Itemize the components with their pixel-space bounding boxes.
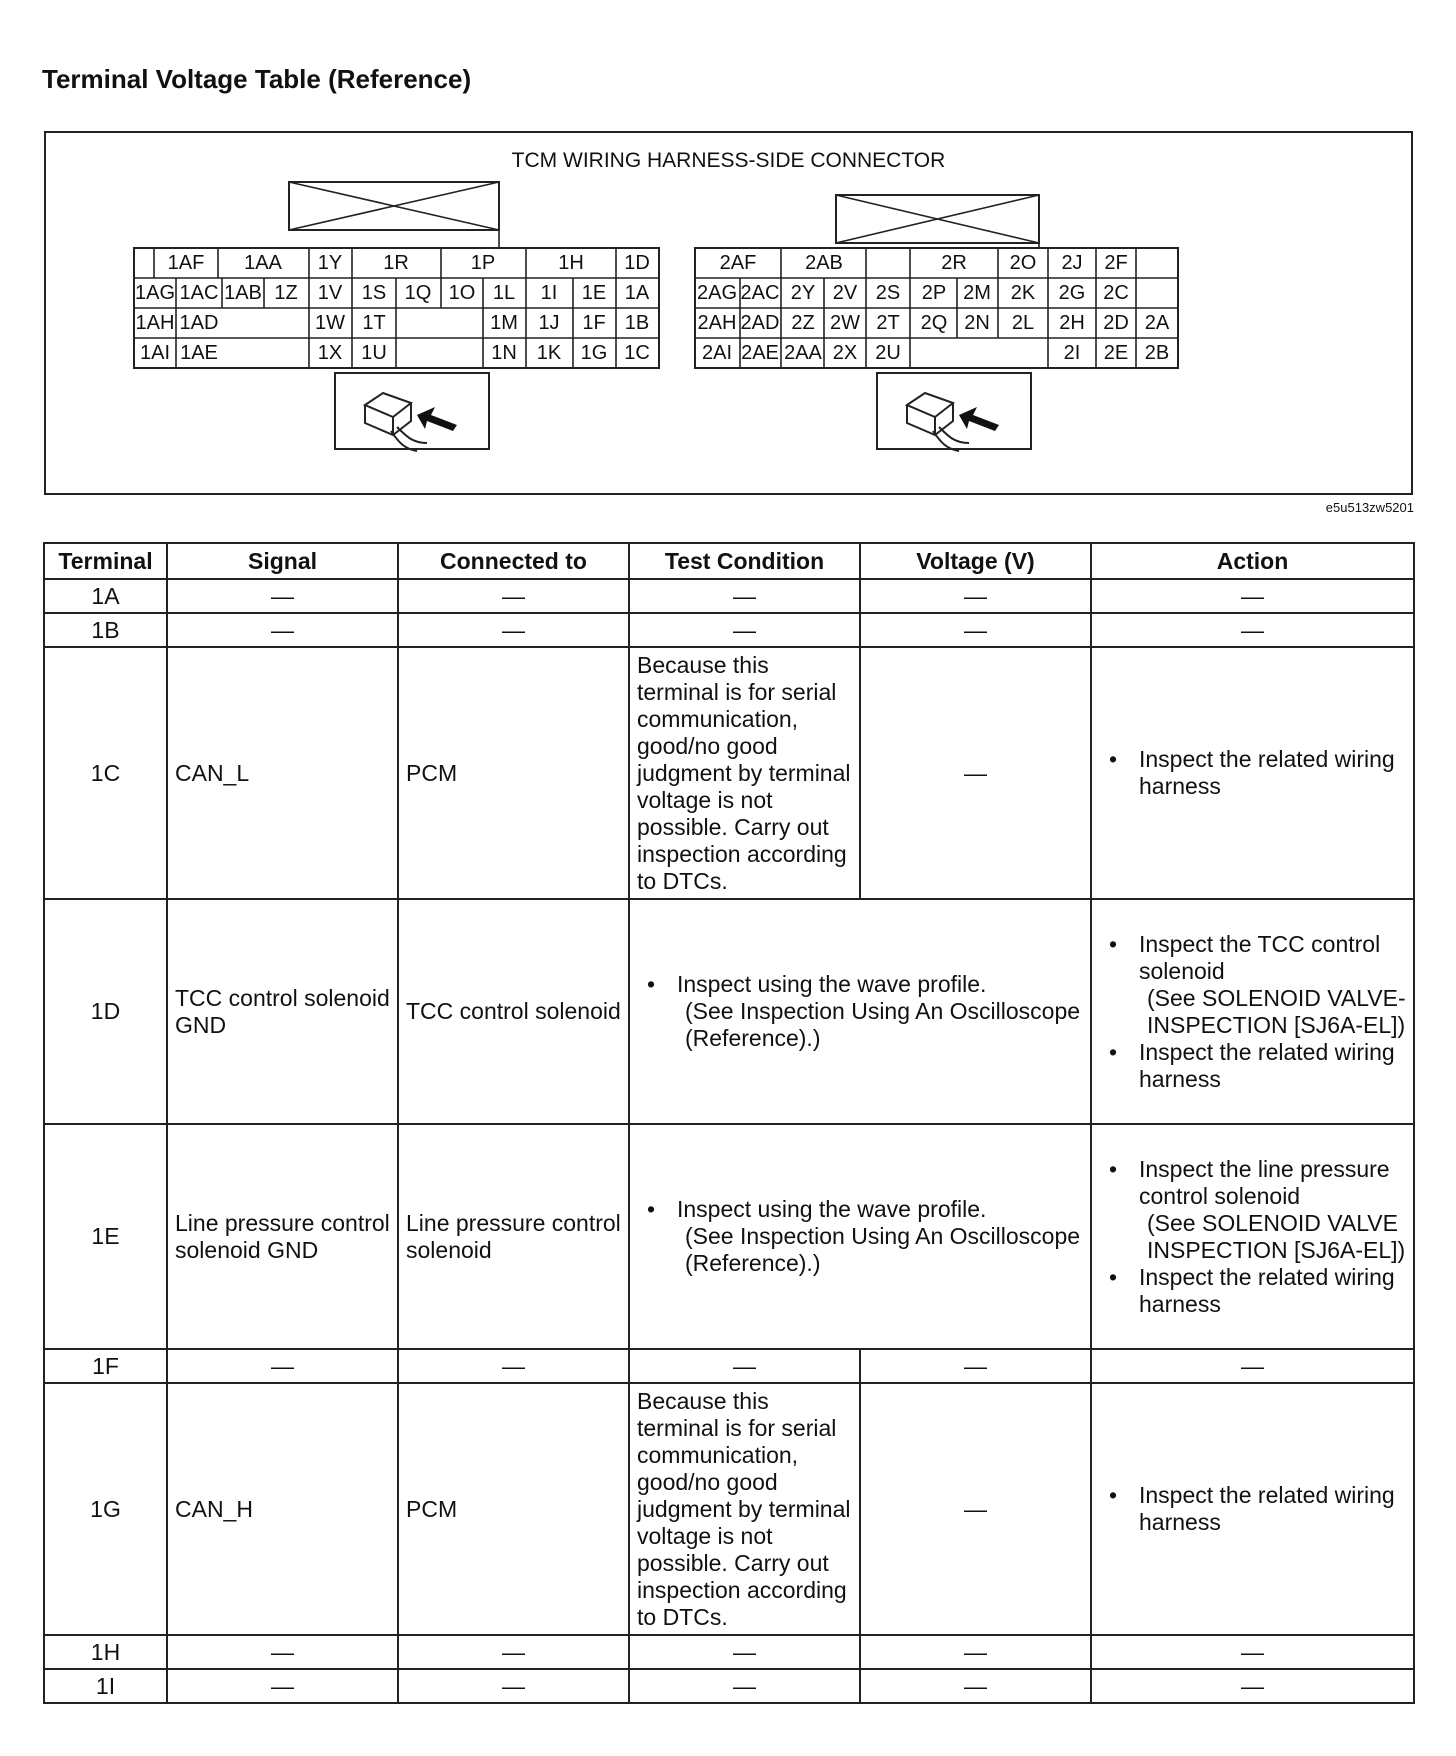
action-cell: —: [1091, 1349, 1414, 1383]
signal-cell: Line pressure control solenoid GND: [167, 1124, 398, 1349]
probe-arrow-icon: [959, 407, 999, 431]
signal-cell: —: [167, 1635, 398, 1669]
action-cell: —: [1091, 1635, 1414, 1669]
header-terminal: Terminal: [44, 543, 167, 579]
signal-cell: —: [167, 1669, 398, 1703]
pin-label: 2O: [1009, 252, 1037, 274]
pin-label: 1AD: [179, 312, 219, 334]
pin-label: 1AA: [244, 252, 282, 274]
condition-cell: —: [629, 1669, 860, 1703]
voltage-cell: —: [860, 613, 1091, 647]
condition-item: [677, 1196, 1083, 1277]
pin-label: 2U: [875, 342, 901, 364]
connector-diagram: [44, 131, 1413, 495]
pin-label: 1K: [536, 342, 562, 364]
pin-label: 1AI: [139, 342, 171, 364]
pin-label: 2AF: [719, 252, 757, 274]
table-row: [44, 1349, 1414, 1383]
table-row: [44, 1635, 1414, 1669]
voltage-cell: —: [860, 579, 1091, 613]
action-reference: (See SOLENOID VALVE INSPECTION [SJ6A-EL]): [1147, 1209, 1406, 1263]
action-cell: [1091, 899, 1414, 1124]
pin-label: 2M: [963, 282, 991, 304]
pin-label: 2W: [830, 312, 860, 334]
terminal-cell: 1I: [44, 1669, 167, 1703]
pin-label: 1AF: [167, 252, 205, 274]
pin-label: 2F: [1104, 252, 1128, 274]
action-main: Inspect the line pressure control solenoid: [1139, 1155, 1390, 1209]
signal-cell: —: [167, 613, 398, 647]
table-row: [44, 1669, 1414, 1703]
condition-main: Inspect using the wave profile.: [677, 971, 987, 997]
condition-reference: (See Inspection Using An Oscilloscope (Reference).): [685, 998, 1081, 1051]
table-row: [44, 899, 1414, 1124]
action-item: [1139, 931, 1406, 1039]
probe-wire-icon: [391, 427, 427, 451]
header-signal: Signal: [167, 543, 398, 579]
header-connected-to: Connected to: [398, 543, 629, 579]
pin-label: 1C: [624, 342, 650, 364]
pin-label: 1S: [361, 282, 387, 304]
action-main: Inspect the TCC control solenoid: [1139, 930, 1381, 984]
pin-label: 2Y: [790, 282, 816, 304]
pin-label: 1O: [448, 282, 476, 304]
pin-label: 1N: [491, 342, 517, 364]
connected-cell: PCM: [398, 647, 629, 899]
pin-label: 1I: [540, 282, 558, 304]
connector-drawing: [46, 133, 1411, 493]
action-cell: [1091, 1383, 1414, 1635]
voltage-cell: —: [860, 1383, 1091, 1635]
pin-label: 1AG: [134, 282, 176, 304]
pin-label: 2H: [1059, 312, 1085, 334]
condition-cell: —: [629, 1349, 860, 1383]
action-item: • Inspect the related wiring harness: [1139, 746, 1406, 800]
signal-cell: —: [167, 579, 398, 613]
terminal-cell: 1A: [44, 579, 167, 613]
connected-cell: TCC control solenoid: [398, 899, 629, 1124]
condition-cell: —: [629, 613, 860, 647]
terminal-voltage-table: [43, 542, 1415, 1704]
pin-label: 1B: [624, 312, 650, 334]
connected-cell: PCM: [398, 1383, 629, 1635]
header-voltage: Voltage (V): [860, 543, 1091, 579]
pin-label: 1A: [624, 282, 650, 304]
pin-label: 1H: [558, 252, 584, 274]
table-row: [44, 1124, 1414, 1349]
terminal-cell: 1G: [44, 1383, 167, 1635]
condition-item: [677, 971, 1083, 1052]
pin-label: 1L: [492, 282, 516, 304]
pin-label: 2R: [941, 252, 967, 274]
pin-label: 2E: [1103, 342, 1129, 364]
pin-label: 1AH: [135, 312, 175, 334]
pin-label: 1G: [580, 342, 608, 364]
action-item: • Inspect the related wiring harness: [1139, 1482, 1406, 1536]
condition-cell: —: [629, 579, 860, 613]
pin-label: 1F: [582, 312, 606, 334]
connector-plug-icon: [907, 393, 953, 417]
pin-label: 2Z: [791, 312, 815, 334]
pin-label: 2I: [1063, 342, 1081, 364]
header-test-condition: Test Condition: [629, 543, 860, 579]
pin-label: 2AG: [696, 282, 738, 304]
pin-label: 1AE: [180, 342, 218, 364]
action-cell: [1091, 647, 1414, 899]
terminal-cell: 1C: [44, 647, 167, 899]
action-reference: (See SOLENOID VALVE-INSPECTION [SJ6A-EL]): [1147, 984, 1406, 1038]
pin-label: 1Y: [317, 252, 343, 274]
pin-label: 2K: [1010, 282, 1036, 304]
pin-label: 2C: [1103, 282, 1129, 304]
connector-plug-icon: [365, 393, 411, 417]
pin-label: 1AB: [224, 282, 262, 304]
condition-cell: Because this terminal is for serial communication, good/no good judgment by terminal voltage is not possible. Carry out inspection according to DTCs.: [629, 647, 860, 899]
terminal-cell: 1B: [44, 613, 167, 647]
voltage-cell: —: [860, 1349, 1091, 1383]
pin-label: 2AH: [697, 312, 737, 334]
pin-label: 2AA: [784, 342, 822, 364]
signal-cell: TCC control solenoid GND: [167, 899, 398, 1124]
voltage-cell: —: [860, 1635, 1091, 1669]
pin-label: 2A: [1144, 312, 1170, 334]
table-row: [44, 647, 1414, 899]
action-cell: —: [1091, 1669, 1414, 1703]
pin-label: 2AE: [741, 342, 779, 364]
pin-label: 2P: [921, 282, 947, 304]
pin-label: 2AI: [701, 342, 733, 364]
condition-cell: Because this terminal is for serial communication, good/no good judgment by terminal voltage is not possible. Carry out inspection according to DTCs.: [629, 1383, 860, 1635]
pin-label: 2Q: [920, 312, 948, 334]
connected-cell: Line pressure control solenoid: [398, 1124, 629, 1349]
action-item: • Inspect the related wiring harness: [1139, 1264, 1406, 1318]
pin-label: 1X: [317, 342, 343, 364]
terminal-cell: 1E: [44, 1124, 167, 1349]
diagram-caption: TCM WIRING HARNESS-SIDE CONNECTOR: [511, 149, 946, 172]
pin-label: 1W: [315, 312, 345, 334]
pin-label: 2S: [875, 282, 901, 304]
table-row: [44, 613, 1414, 647]
pin-label: 2J: [1061, 252, 1083, 274]
condition-main: Inspect using the wave profile.: [677, 1196, 987, 1222]
action-cell: [1091, 1124, 1414, 1349]
diagram-code: e5u513zw5201: [1325, 500, 1414, 515]
connected-cell: —: [398, 1669, 629, 1703]
pin-label: 1T: [362, 312, 386, 334]
signal-cell: CAN_L: [167, 647, 398, 899]
connected-cell: —: [398, 579, 629, 613]
pin-label: 1Q: [404, 282, 432, 304]
action-item: • Inspect the related wiring harness: [1139, 1039, 1406, 1093]
header-action: Action: [1091, 543, 1414, 579]
table-row: [44, 1383, 1414, 1635]
page-title: Terminal Voltage Table (Reference): [42, 64, 472, 94]
table-row: [44, 579, 1414, 613]
condition-cell: —: [629, 1635, 860, 1669]
pin-label: 2AD: [740, 312, 780, 334]
condition-reference: (See Inspection Using An Oscilloscope (Reference).): [685, 1223, 1081, 1276]
pin-label: 2B: [1144, 342, 1170, 364]
table-header-row: [44, 543, 1414, 579]
action-item: [1139, 1156, 1406, 1264]
action-cell: —: [1091, 579, 1414, 613]
connected-cell: —: [398, 1635, 629, 1669]
condition-cell: [629, 1124, 1091, 1349]
pin-label: 2X: [832, 342, 858, 364]
probe-wire-icon: [933, 427, 969, 451]
pin-label: 1U: [361, 342, 387, 364]
pin-label: 1E: [581, 282, 607, 304]
terminal-cell: 1F: [44, 1349, 167, 1383]
pin-label: 1AC: [179, 282, 219, 304]
signal-cell: CAN_H: [167, 1383, 398, 1635]
signal-cell: —: [167, 1349, 398, 1383]
connected-cell: —: [398, 1349, 629, 1383]
pin-label: 2L: [1011, 312, 1035, 334]
voltage-cell: —: [860, 1669, 1091, 1703]
terminal-cell: 1H: [44, 1635, 167, 1669]
pin-label: 2T: [876, 312, 900, 334]
pin-label: 1R: [383, 252, 409, 274]
condition-cell: [629, 899, 1091, 1124]
probe-arrow-icon: [417, 407, 457, 431]
voltage-cell: —: [860, 647, 1091, 899]
pin-label: 1Z: [274, 282, 298, 304]
pin-label: 2V: [832, 282, 858, 304]
pin-label: 1M: [490, 312, 518, 334]
connected-cell: —: [398, 613, 629, 647]
pin-label: 1P: [470, 252, 496, 274]
terminal-cell: 1D: [44, 899, 167, 1124]
pin-label: 2AB: [805, 252, 843, 274]
pin-label: 1D: [624, 252, 650, 274]
action-cell: —: [1091, 613, 1414, 647]
pin-label: 1J: [538, 312, 560, 334]
pin-label: 2D: [1103, 312, 1129, 334]
pin-label: 1V: [317, 282, 343, 304]
pin-label: 2G: [1058, 282, 1086, 304]
pin-label: 2N: [964, 312, 990, 334]
pin-label: 2AC: [740, 282, 780, 304]
